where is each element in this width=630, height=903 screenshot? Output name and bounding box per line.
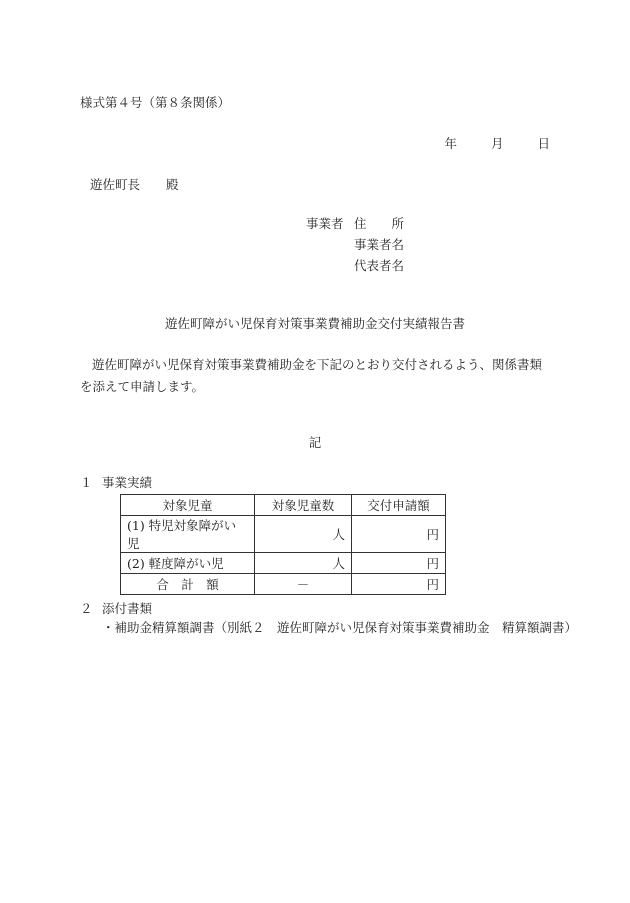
date-line [445, 136, 550, 152]
addressee [90, 177, 179, 193]
section-2-number: ２ [80, 601, 93, 616]
row-category: (1) 特児対象障がい児 [121, 516, 255, 553]
total-count: － [255, 574, 352, 595]
header-application-amount: 交付申請額 [352, 495, 446, 516]
row-amount-unit: 円 [352, 516, 446, 553]
attachment-item: ・補助金精算額調書（別紙２ 遊佐町障がい児保育対策事業費補助金 精算額調書） [102, 620, 578, 635]
section-2-title: 添付書類 [102, 601, 153, 616]
representative-label: 代表者名 [354, 258, 405, 273]
table-row [121, 516, 446, 553]
total-label: 合 計 額 [121, 574, 255, 595]
applicant-block [306, 216, 404, 279]
section-1-heading [80, 475, 152, 491]
applicant-role: 事業者 [306, 216, 344, 231]
addressee-honorific: 殿 [166, 177, 179, 192]
addressee-name: 遊佐町長 [90, 177, 141, 192]
row-amount-unit: 円 [352, 553, 446, 574]
row-count-unit: 人 [255, 553, 352, 574]
date-day: 日 [537, 136, 550, 151]
section-1-title: 事業実績 [102, 475, 153, 490]
row-category: (2) 軽度障がい児 [121, 553, 255, 574]
table-total-row [121, 574, 446, 595]
form-number: 様式第４号（第８条関係） [80, 95, 231, 110]
body-paragraph: 遊佐町障がい児保育対策事業費補助金を下記のとおり交付されるよう、関係書類を添えて申請します。 [80, 357, 543, 394]
section-2-heading [80, 601, 152, 617]
section-1-number: １ [80, 475, 93, 490]
address-label: 住 所 [354, 216, 405, 231]
table-header-row [121, 495, 446, 516]
header-child-count: 対象児童数 [255, 495, 352, 516]
total-amount-unit: 円 [352, 574, 446, 595]
table-row [121, 553, 446, 574]
document-title: 遊佐町障がい児保育対策事業費補助金交付実績報告書 [164, 316, 465, 331]
date-month: 月 [491, 136, 504, 151]
row-count-unit: 人 [255, 516, 352, 553]
date-year: 年 [444, 136, 458, 151]
header-target-children: 対象児童 [121, 495, 255, 516]
business-name-label: 事業者名 [354, 237, 405, 252]
results-table [120, 494, 446, 595]
ki-heading: 記 [308, 435, 322, 450]
